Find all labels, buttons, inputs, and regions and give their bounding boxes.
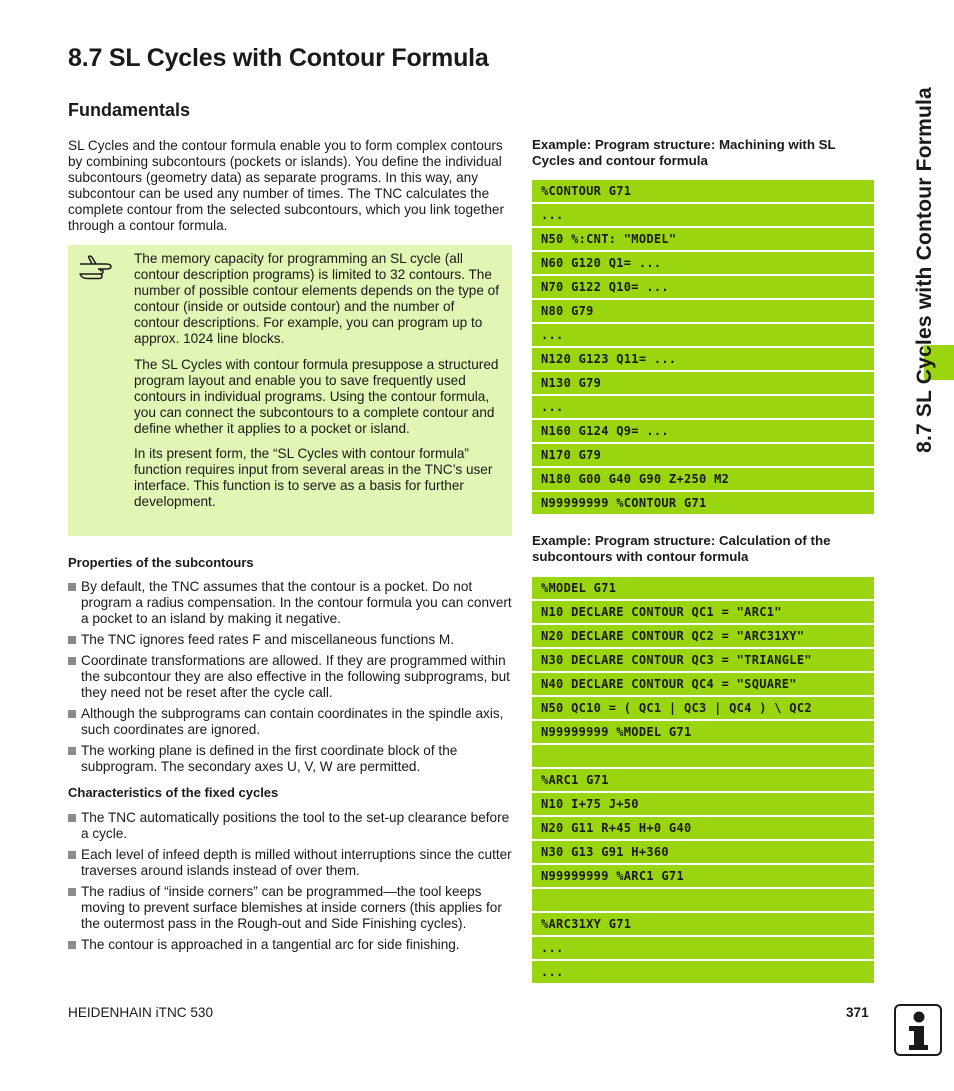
bullet-square-icon [68, 583, 76, 591]
intro-paragraph: SL Cycles and the contour formula enable you to form complex contours by combining subcontours (pockets or islands). You define the individual subcontours (geometry data) as separate programs. In this way, any subcontour can be used any number of times. The TNC calculates the complete contour from the selected subcontours, which you link together through a contour formula. [68, 138, 504, 233]
code-line: N70 G122 Q10= ... [532, 276, 874, 298]
code-line: N50 %:CNT: "MODEL" [532, 228, 874, 250]
note-paragraph: In its present form, the “SL Cycles with contour formula” function requires input from several areas in the TNC’s user interface. This function is to serve as a basis for further development. [134, 446, 493, 510]
list-item: The contour is approached in a tangential arc for side finishing. [68, 937, 512, 953]
list-item: Although the subprograms can contain coordinates in the spindle axis, such coordinates are ignored. [68, 706, 512, 738]
code-line: N170 G79 [532, 444, 874, 466]
bullet-square-icon [68, 710, 76, 718]
section-heading: Fundamentals [68, 100, 191, 120]
info-icon [894, 1004, 942, 1056]
bullet-square-icon [68, 851, 76, 859]
bullet-square-icon [68, 888, 76, 896]
code-line: N99999999 %CONTOUR G71 [532, 492, 874, 514]
example1-title: Example: Program structure: Machining with SL Cycles and contour formula [532, 137, 836, 168]
note-box [68, 245, 512, 536]
page-number: 371 [846, 1005, 869, 1020]
note-text [134, 251, 502, 519]
code-line [532, 745, 874, 767]
code-line: N30 G13 G91 H+360 [532, 841, 874, 863]
properties-heading: Properties of the subcontours [68, 555, 254, 570]
bullet-square-icon [68, 636, 76, 644]
code-line: N99999999 %ARC1 G71 [532, 865, 874, 887]
list-item: The radius of “inside corners” can be programmed—the tool keeps moving to prevent surface blemishes at inside corners (this applies for the outermost pass in the Rough-out and Side Finishing cycles). [68, 884, 512, 932]
code-line: N120 G123 Q11= ... [532, 348, 874, 370]
code-line: N180 G00 G40 G90 Z+250 M2 [532, 468, 874, 490]
bullet-square-icon [68, 941, 76, 949]
properties-list [68, 579, 512, 780]
example1-code [532, 180, 874, 516]
code-line: %ARC1 G71 [532, 769, 874, 791]
list-item: The TNC automatically positions the tool to the set-up clearance before a cycle. [68, 810, 512, 842]
characteristics-heading: Characteristics of the fixed cycles [68, 785, 279, 800]
code-line: ... [532, 396, 874, 418]
example2-title: Example: Program structure: Calculation of the subcontours with contour formula [532, 533, 831, 564]
code-line: N80 G79 [532, 300, 874, 322]
page-title: 8.7 SL Cycles with Contour Formula [68, 44, 489, 72]
code-line: N160 G124 Q9= ... [532, 420, 874, 442]
list-item: By default, the TNC assumes that the contour is a pocket. Do not program a radius compensation. In the contour formula you can convert a pocket to an island by making it negative. [68, 579, 512, 627]
list-item: The working plane is defined in the first coordinate block of the subprogram. The secondary axes U, V, W are permitted. [68, 743, 512, 775]
code-line: N50 QC10 = ( QC1 | QC3 | QC4 ) \ QC2 [532, 697, 874, 719]
note-paragraph: The memory capacity for programming an SL cycle (all contour description programs) is limited to 32 contours. The number of possible contour elements depends on the type of contour (inside or outside contour) and the number of contour descriptions. For example, you can program up to approx. 1024 line blocks. [134, 251, 500, 347]
characteristics-list [68, 810, 512, 958]
list-item: Coordinate transformations are allowed. If they are programmed within the subcontour they are also effective in the following subprograms, but they need not be reset after the cycle call. [68, 653, 512, 701]
code-line: N10 DECLARE CONTOUR QC1 = "ARC1" [532, 601, 874, 623]
bullet-square-icon [68, 657, 76, 665]
code-line: %CONTOUR G71 [532, 180, 874, 202]
code-line: N60 G120 Q1= ... [532, 252, 874, 274]
code-line: N20 G11 R+45 H+0 G40 [532, 817, 874, 839]
bullet-square-icon [68, 814, 76, 822]
list-item: The TNC ignores feed rates F and miscellaneous functions M. [68, 632, 512, 648]
note-paragraph: The SL Cycles with contour formula presuppose a structured program layout and enable you to save frequently used contours in individual programs. Using the contour formula, you can connect the subcontours to a complete contour and define whether it applies to a pocket or island. [134, 356, 499, 436]
example2-code [532, 577, 874, 985]
code-line: N10 I+75 J+50 [532, 793, 874, 815]
code-line [532, 889, 874, 911]
list-item: Each level of infeed depth is milled without interruptions since the cutter traverses around islands instead of over them. [68, 847, 512, 879]
code-line: ... [532, 204, 874, 226]
code-line: N20 DECLARE CONTOUR QC2 = "ARC31XY" [532, 625, 874, 647]
code-line: ... [532, 961, 874, 983]
code-line: ... [532, 324, 874, 346]
code-line: ... [532, 937, 874, 959]
footer-product: HEIDENHAIN iTNC 530 [68, 1005, 214, 1020]
bullet-square-icon [68, 747, 76, 755]
code-line: %ARC31XY G71 [532, 913, 874, 935]
code-line: %MODEL G71 [532, 577, 874, 599]
code-line: N30 DECLARE CONTOUR QC3 = "TRIANGLE" [532, 649, 874, 671]
pointing-hand-icon [78, 255, 114, 281]
code-line: N99999999 %MODEL G71 [532, 721, 874, 743]
code-line: N40 DECLARE CONTOUR QC4 = "SQUARE" [532, 673, 874, 695]
code-line: N130 G79 [532, 372, 874, 394]
